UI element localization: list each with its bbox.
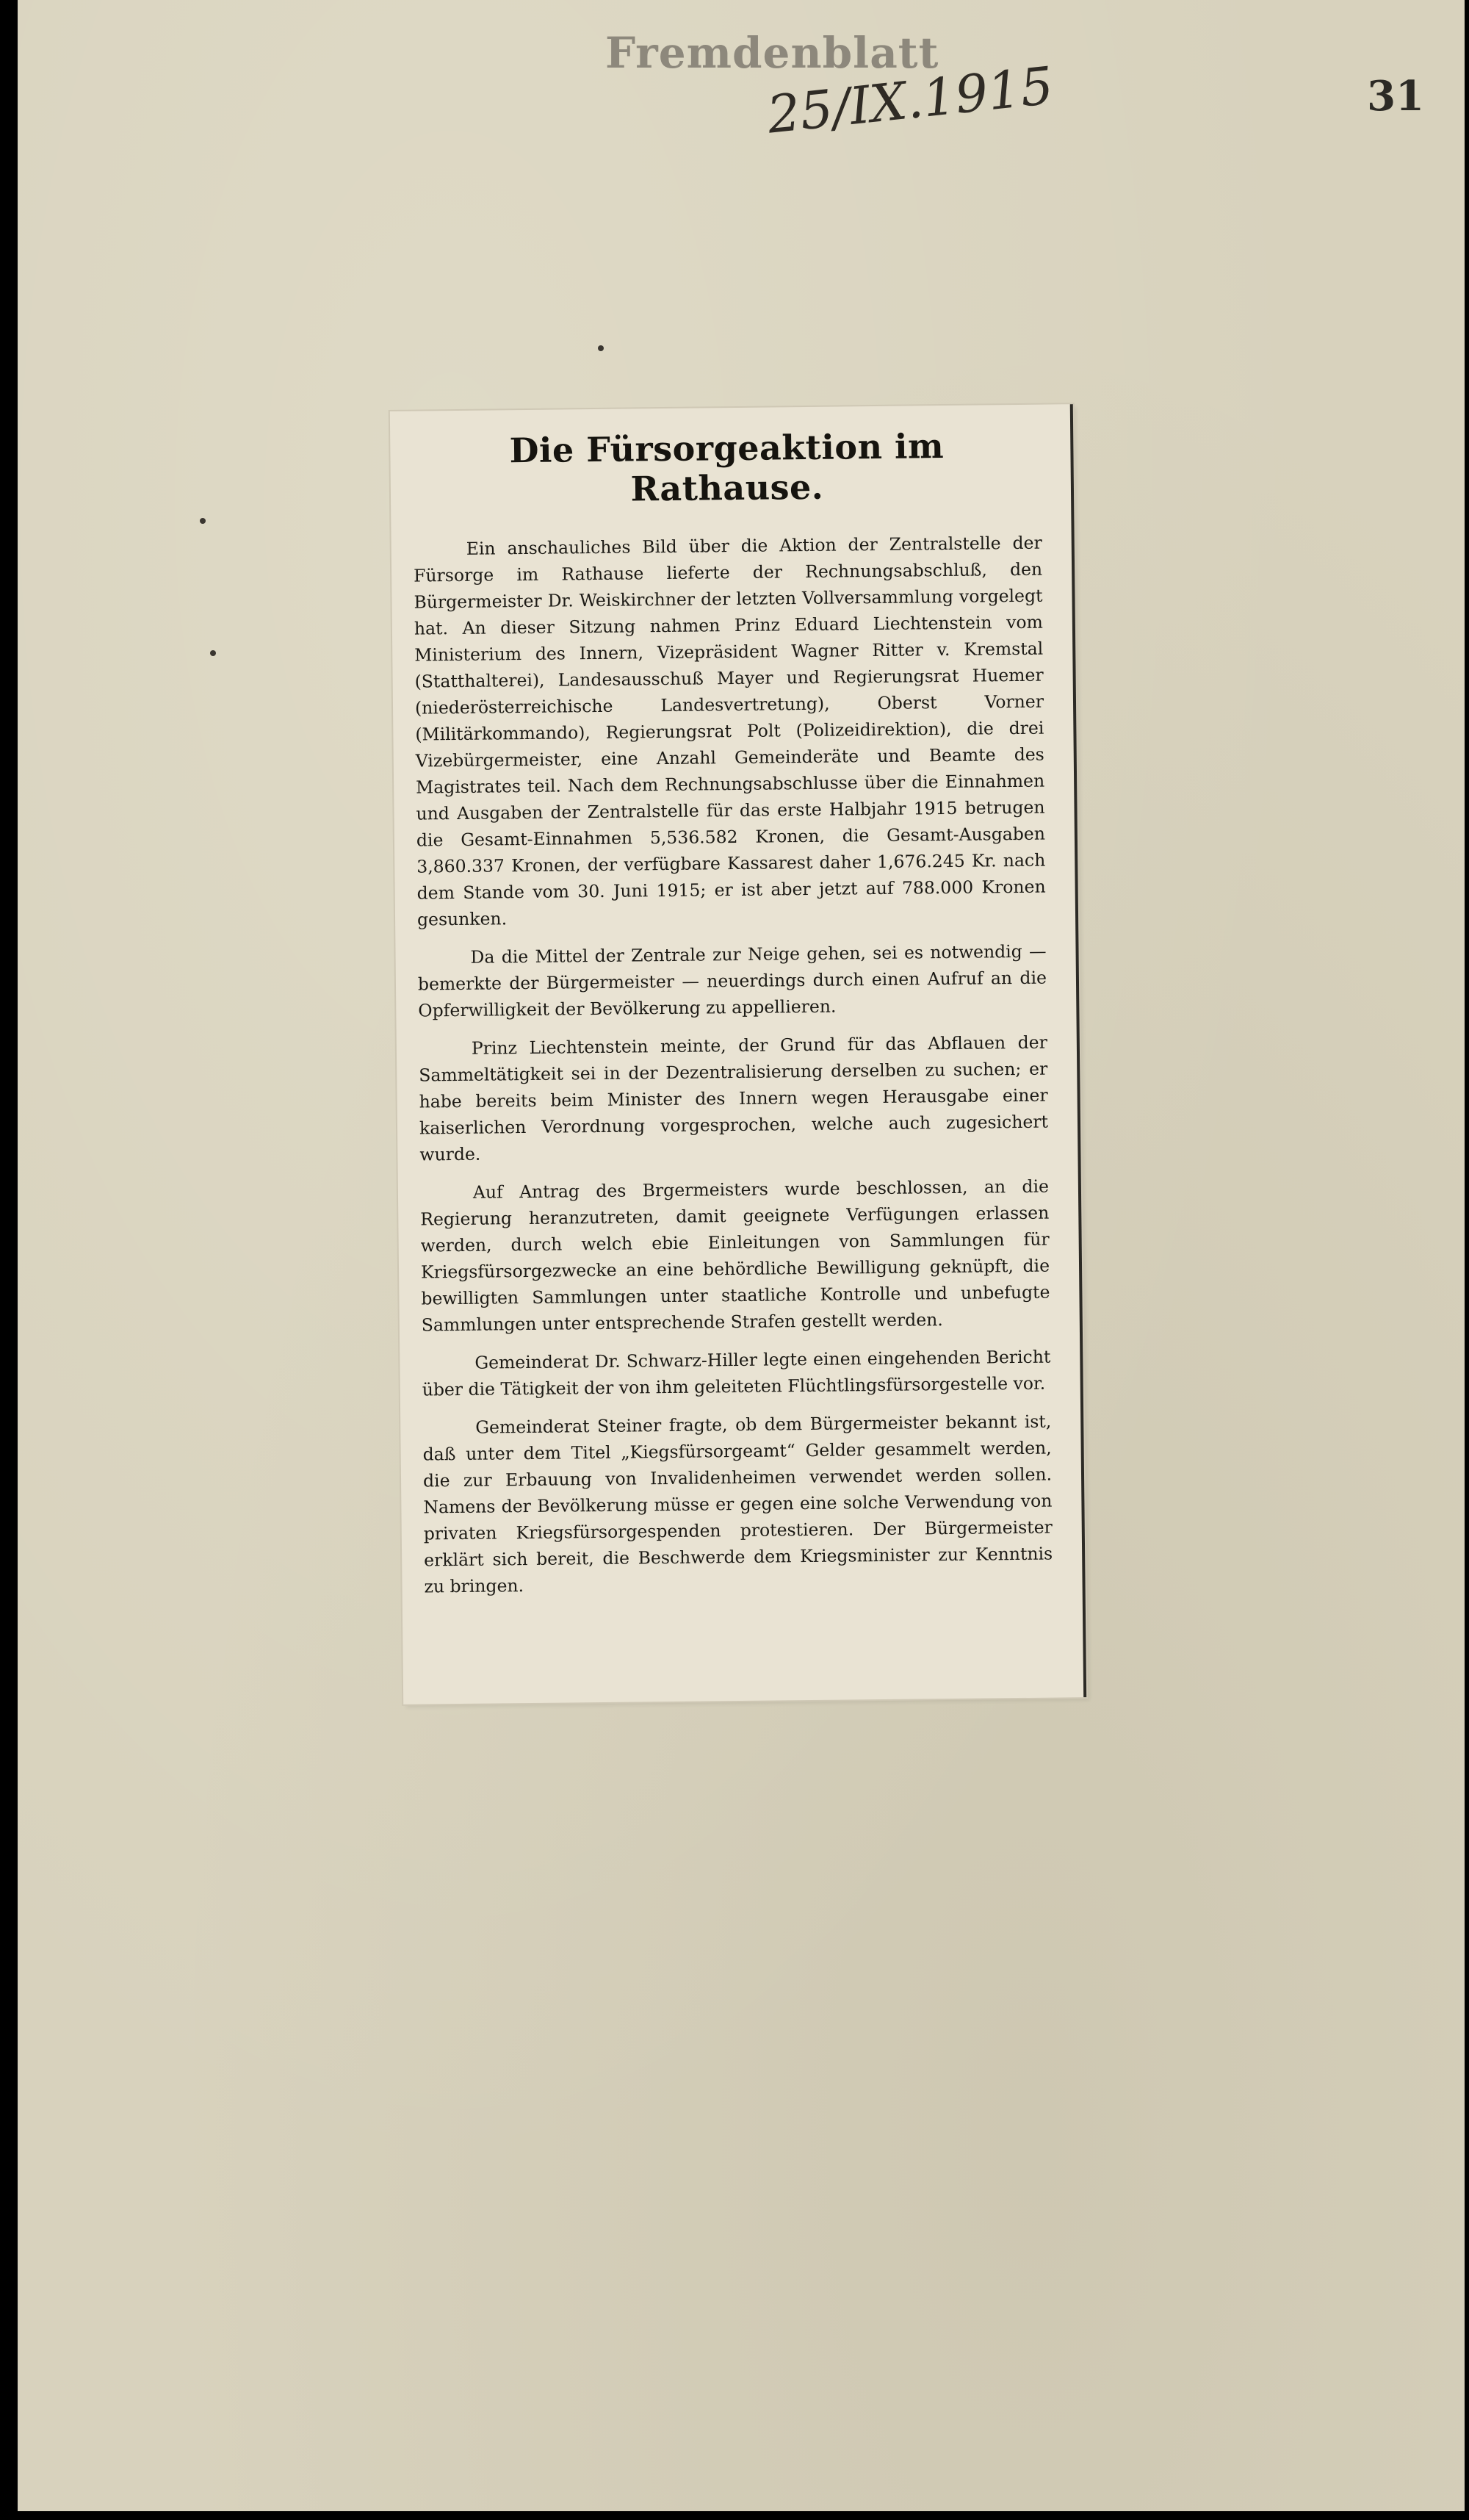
speck-mark (200, 518, 206, 524)
archive-sheet (18, 0, 1465, 2511)
article-paragraph: Auf Antrag des Brgermeisters wurde beschlossen, an die Regierung heranzutreten, damit geeignete Verfügungen erlassen werden, durch welch ebie Einleitungen von Sammlungen für Kriegsfürsorgezwecke an eine behördliche Bewilligung geknüpft, die bewilligten Sammlungen unter staatliche Kontrolle und unbefugte Sammlungen unter entsprechende Strafen gestellt werden. (420, 1176, 1050, 1336)
newspaper-clipping (390, 404, 1086, 1704)
article-paragraph: Prinz Liechtenstein meinte, der Grund für das Abflauen der Sammeltätigkeit sei in der Dezentralisierung derselben zu suchen; er habe bereits beim Minister des Innern wegen Herausgabe einer kaiserlichen Verordnung vorgesprochen, welche auch zugesichert wurde. (419, 1032, 1049, 1165)
article-paragraph: Gemeinderat Steiner fragte, ob dem Bürgermeister bekannt ist, daß unter dem Titel „Kiegsfürsorgeamt“ Gelder gesammelt werden, die zur Erbauung von Invalidenheimen verwendet werden sollen. Namens der Bevölkerung müsse er gegen eine solche Verwendung von privaten Kriegsfürsorgespenden protestieren. Der Bürgermeister erklärt sich bereit, die Beschwerde dem Kriegsminister zur Kenntnis zu bringen. (422, 1411, 1053, 1597)
page-number: 31 (1367, 72, 1424, 120)
article-paragraph: Ein anschauliches Bild über die Aktion der Zentralstelle der Fürsorge im Rathause lieferte der Rechnungsabschluß, den Bürgermeister Dr. Weiskirchner der letzten Vollversammlung vorgelegt hat. An dieser Sitzung nahmen Prinz Eduard Liechtenstein vom Ministerium des Innern, Vizepräsident Wagner Ritter v. Kremstal (Statthalterei), Landesausschuß Mayer und Regierungsrat Huemer (niederösterreichische Landesvertretung), Oberst Vorner (Militärkommando), Regierungsrat Polt (Polizeidirektion), die drei Vizebürgermeister, eine Anzahl Gemeinderäte und Beamte des Magistrates teil. Nach dem Rechnungsabschlusse über die Einnahmen und Ausgaben der Zentralstelle für das erste Halbjahr 1915 betrugen die Gesamt-Einnahmen 5,536.582 Kronen, die Gesamt-Ausgaben 3,860.337 Kronen, der verfügbare Kassarest daher 1,676.245 Kr. nach dem Stande vom 30. Juni 1915; er ist aber jetzt auf 788.000 Kronen gesunken. (414, 532, 1046, 930)
newspaper-stamp: Fremdenblatt (605, 28, 939, 78)
article-paragraph: Gemeinderat Dr. Schwarz-Hiller legte einen eingehenden Bericht über die Tätigkeit der von ihm geleiteten Flüchtlingsfürsorgestelle vor. (422, 1346, 1051, 1400)
speck-mark (210, 650, 216, 656)
handwritten-date: 25/IX.1915 (764, 55, 1056, 145)
article-paragraph: Da die Mittel der Zentrale zur Neige gehen, sei es notwendig — bemerkte der Bürgermeister — neuerdings durch einen Aufruf an die Opferwilligkeit der Bevölkerung zu appellieren. (417, 940, 1047, 1021)
article-headline: Die Fürsorgeaktion im Rathause. (509, 426, 945, 509)
speck-mark (598, 345, 604, 351)
